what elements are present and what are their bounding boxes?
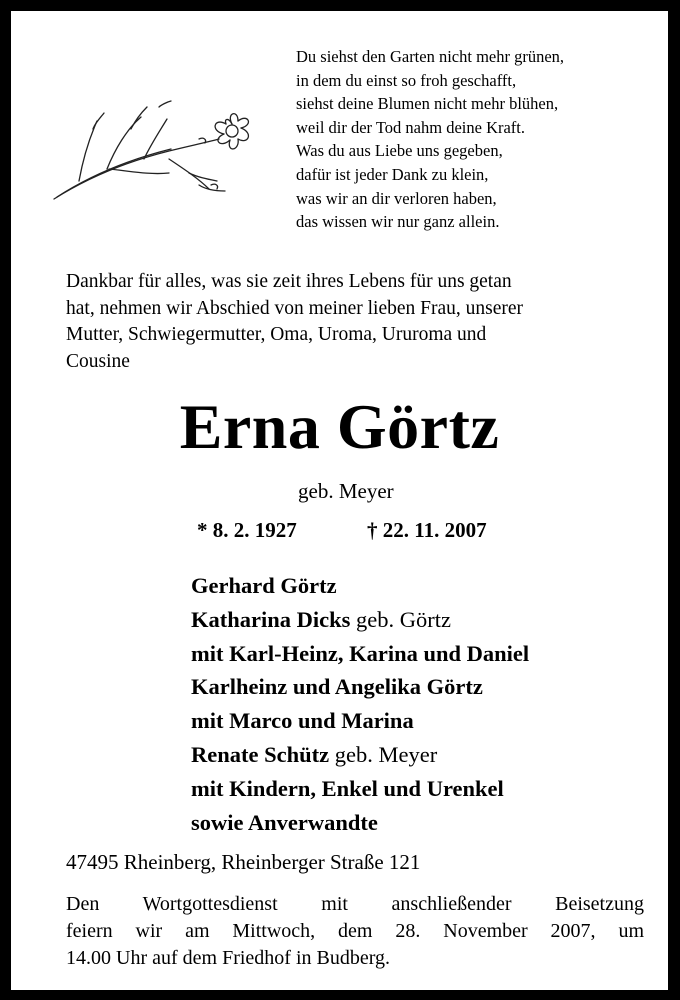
family-line: [191, 670, 661, 704]
intro-line: Dankbar für alles, was sie zeit ihres Lebens für uns getan: [66, 271, 512, 292]
family-line: [191, 603, 661, 637]
family-line: [191, 806, 661, 840]
maiden-name: geb. Meyer: [298, 479, 394, 503]
family-name: Renate Schütz: [191, 741, 330, 767]
poem-line: Was du aus Liebe uns gegeben,: [296, 141, 503, 161]
service-line: feiern wir am Mittwoch, dem 28. November 2007, um: [66, 920, 644, 942]
address: 47495 Rheinberg, Rheinberger Straße 121: [66, 850, 421, 874]
family-name: Gerhard Görtz: [191, 573, 337, 598]
family-name: mit Kindern, Enkel und Urenkel: [191, 775, 504, 801]
service-text: [66, 891, 644, 972]
family-name: mit Marco und Marina: [191, 708, 414, 734]
intro-text: [66, 269, 646, 375]
intro-line: Cousine: [66, 350, 130, 372]
family-line: [191, 704, 661, 738]
intro-line: hat, nehmen wir Abschied von meiner lieben Frau, unserer: [66, 297, 524, 319]
birth-date: * 8. 2. 1927: [197, 518, 297, 542]
service-line: 14.00 Uhr auf dem Friedhof in Budberg.: [66, 947, 391, 969]
family-line: [191, 569, 661, 603]
family-note: geb. Meyer: [329, 741, 438, 767]
poem-line: dafür ist jeder Dank zu klein,: [296, 164, 489, 184]
family-name: mit Karl-Heinz, Karina und Daniel: [191, 640, 530, 666]
family-line: [191, 637, 661, 671]
family-name: sowie Anverwandte: [191, 809, 378, 835]
poem-line: das wissen wir nur ganz allein.: [296, 212, 500, 232]
poem-line: weil dir der Tod nahm deine Kraft.: [296, 117, 526, 137]
intro-line: Mutter, Schwiegermutter, Oma, Uroma, Ururoma und: [66, 324, 487, 345]
flower-branch-icon: [49, 99, 264, 209]
family-line: [191, 772, 661, 806]
deceased-name: Erna Görtz: [179, 391, 500, 462]
family-name: Katharina Dicks: [191, 606, 351, 632]
poem-line: was wir an dir verloren haben,: [296, 188, 497, 208]
family-line: [191, 738, 661, 772]
family-note: geb. Görtz: [350, 606, 451, 632]
poem-line: Du siehst den Garten nicht mehr grünen,: [296, 47, 565, 66]
poem-line: in dem du einst so froh geschafft,: [296, 70, 517, 90]
family-name: Karlheinz und Angelika Görtz: [191, 674, 483, 700]
poem-line: siehst deine Blumen nicht mehr blühen,: [296, 94, 559, 114]
poem: [296, 45, 656, 234]
family-list: [191, 569, 661, 839]
service-line: Den Wortgottesdienst mit anschließender Beisetzung: [66, 893, 644, 915]
death-date: † 22. 11. 2007: [367, 518, 487, 542]
